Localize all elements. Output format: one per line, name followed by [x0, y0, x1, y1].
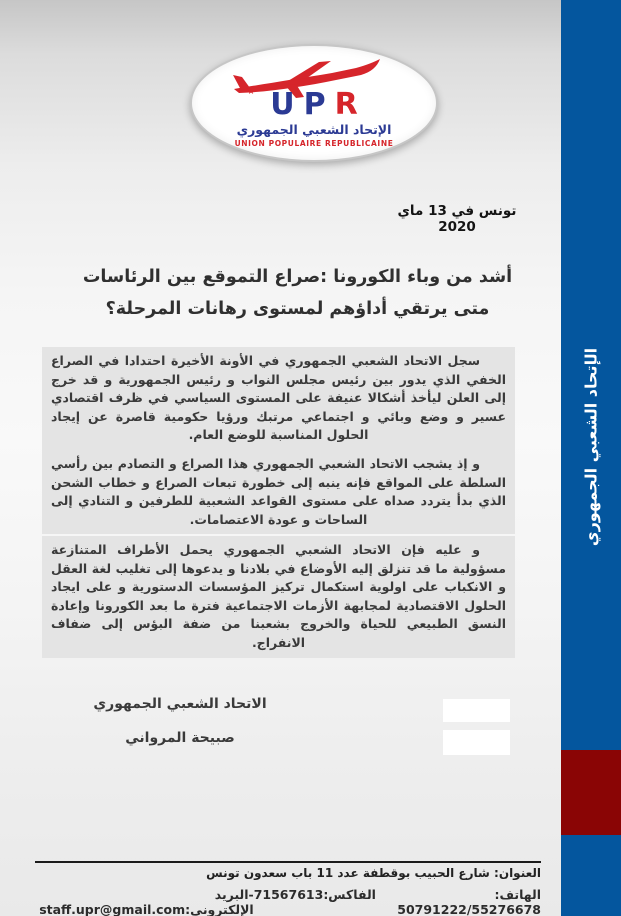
email-entry [35, 887, 254, 916]
signature-name: صبيحة المرواني [125, 730, 235, 746]
footer-divider [35, 861, 541, 863]
logo-letter-u: U [270, 87, 304, 122]
phone-value: 50791222/55276678 [397, 902, 541, 916]
upr-logo [190, 44, 438, 162]
phone-label: الهاتف: [494, 887, 541, 902]
footer-address-line [35, 866, 541, 880]
side-band-party-name: الإتحاد الشعبي الجمهوري [581, 347, 601, 547]
signature-block [62, 696, 298, 746]
whiteout-patch-1 [443, 699, 510, 722]
signature-organization: الاتحاد الشعبي الجمهوري [93, 696, 267, 712]
email-value: staff.upr@gmail.com [39, 902, 186, 916]
title-line-2: متى يرتقي أداؤهم لمستوى رهانات المرحلة؟ [105, 299, 490, 319]
body-paragraph-2: و إذ يشجب الاتحاد الشعبي الجمهوري هذا الصراع و التصادم بين رأسي السلطة على المواقع فإنه ينبه إلى خطورة تبعات الصراع و خطاب الشحن الذي بدأ يتردد صداه على مستوى القواعد الشعبية للطرفين و التنادي إلى الساحات و عودة الاعتصامات. [42, 450, 515, 534]
email-label: -البريد الإلكتروني: [185, 887, 254, 916]
fax-entry [254, 887, 376, 902]
whiteout-patch-2 [443, 730, 510, 755]
address-label: العنوان: [494, 866, 541, 880]
fax-label: الفاكس: [323, 887, 376, 902]
logo-acronym [192, 87, 436, 122]
logo-french-name: UNION POPULAIRE REPUBLICAINE [234, 139, 394, 148]
logo-letter-r: R [334, 87, 367, 122]
footer-contacts-line [35, 887, 541, 916]
date-line: تونس في 13 ماي 2020 [397, 203, 517, 235]
phone-entry [376, 887, 541, 916]
side-band [561, 0, 621, 916]
body-paragraph-3: و عليه فإن الاتحاد الشعبي الجمهوري يحمل الأطراف المتنازعة مسؤولية ما قد تنزلق إليه الأوضاع في بلادنا و يدعوها إلى تغليب لغة العقل و الانكباب على اولوية استكمال تركيز المؤسسات الدستورية و على ايجاد الحلول الاقتصادية لمجابهة الأزمات الاجتماعية فترة ما بعد الكورونا وإعادة النسق الطبيعي للحياة والخروج بشعبنا من ضفة البؤس إلى ضفاف الانفراج. [42, 536, 515, 658]
logo-arabic-name: الإتحاد الشعبي الجمهوري [236, 122, 392, 137]
fax-value: 71567613 [253, 887, 324, 902]
logo-letter-p: P [303, 87, 335, 122]
title-line-1: أشد من وباء الكورونا :صراع التموقع بين الرئاسات [82, 267, 513, 287]
logo-star-icon: ★ [247, 87, 256, 97]
address-value: شارع الحبيب بوقطفة عدد 11 باب سعدون تونس [206, 866, 490, 880]
document-title [55, 261, 540, 325]
side-band-red-block [561, 750, 621, 835]
body-paragraph-1: سجل الاتحاد الشعبي الجمهوري في الأونة الأخيرة احتدادا في الصراع الخفي الذي يدور بين رئيس مجلس النواب و رئيس الجمهورية و قد خرج إلى العلن ليأخذ أشكالا عنيفة على المستوى السياسي في ظرف اقتصادي عسير و وضع وبائي و اجتماعي مرتبك ورؤيا حكومية قاصرة عن إيجاد الحلول المناسبة للوضع العام. [42, 347, 515, 450]
